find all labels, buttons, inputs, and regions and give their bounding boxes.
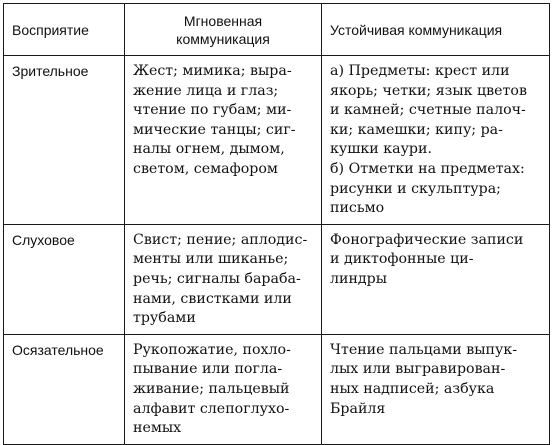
text-line: светом, семафором [133, 160, 278, 177]
header-stable-communication: Устойчивая коммуникация [322, 4, 550, 56]
text-line: линдры [330, 270, 388, 287]
text-line: якорь; четки; язык цветов [330, 82, 527, 99]
communication-table [3, 3, 550, 445]
perception-cell: Слуховое [4, 224, 125, 334]
stable-cell [322, 56, 550, 225]
text-line: чтение по губам; ми- [133, 102, 292, 119]
text-line: лых или выгравирован- [330, 361, 506, 378]
text-line: немых [133, 420, 182, 437]
text-line: и диктофонные ци- [330, 251, 474, 268]
instant-cell [125, 224, 322, 334]
text-line: Свист; пение; аплодис- [133, 231, 308, 248]
header-instant-line: Мгновенная [183, 13, 263, 29]
text-line: ки; камешки; кипу; ра- [330, 121, 503, 138]
text-line: живание; пальцевый [133, 380, 290, 397]
text-line: жение лица и глаз; [133, 82, 279, 99]
text-line: менты или шиканье; [133, 251, 289, 268]
text-line: налы огнем, дымом, [133, 141, 285, 158]
text-line: Жест; мимика; выра- [133, 63, 292, 79]
text-line: мические танцы; сиг- [133, 121, 296, 138]
table-row [4, 56, 550, 225]
text-line: нами, свистками или [133, 290, 292, 307]
perception-cell: Осязательное [4, 334, 125, 444]
text-line: алфавит слепоглухо- [133, 400, 290, 417]
text-line: рисунки и скульптура; [330, 180, 501, 197]
text-line: речь; сигналы бараба- [133, 270, 301, 287]
text-line: письмо [330, 200, 385, 217]
text-line: Рукопожатие, похло- [133, 341, 291, 358]
table-row [4, 224, 550, 334]
header-instant-communication [125, 4, 322, 56]
text-line: а) Предметы: крест или [330, 63, 510, 79]
text-line: Фонографические записи [330, 231, 524, 248]
text-line: пывание или погла- [133, 361, 283, 378]
header-instant-line: коммуникация [176, 31, 270, 47]
text-line: и камней; счетные палоч- [330, 102, 526, 119]
text-line: кушки каури. [330, 141, 432, 158]
table-header-row [4, 4, 550, 56]
text-line: Брайля [330, 400, 386, 417]
text-line: б) Отметки на предметах: [330, 160, 525, 177]
stable-cell [322, 334, 550, 444]
perception-cell: Зрительное [4, 56, 125, 225]
stable-cell [322, 224, 550, 334]
table-row [4, 334, 550, 444]
instant-cell [125, 334, 322, 444]
text-line: Чтение пальцами выпук- [330, 341, 518, 358]
header-perception: Восприятие [4, 4, 125, 56]
text-line: ных надписей; азбука [330, 380, 495, 397]
text-line: трубами [133, 310, 196, 327]
instant-cell [125, 56, 322, 225]
